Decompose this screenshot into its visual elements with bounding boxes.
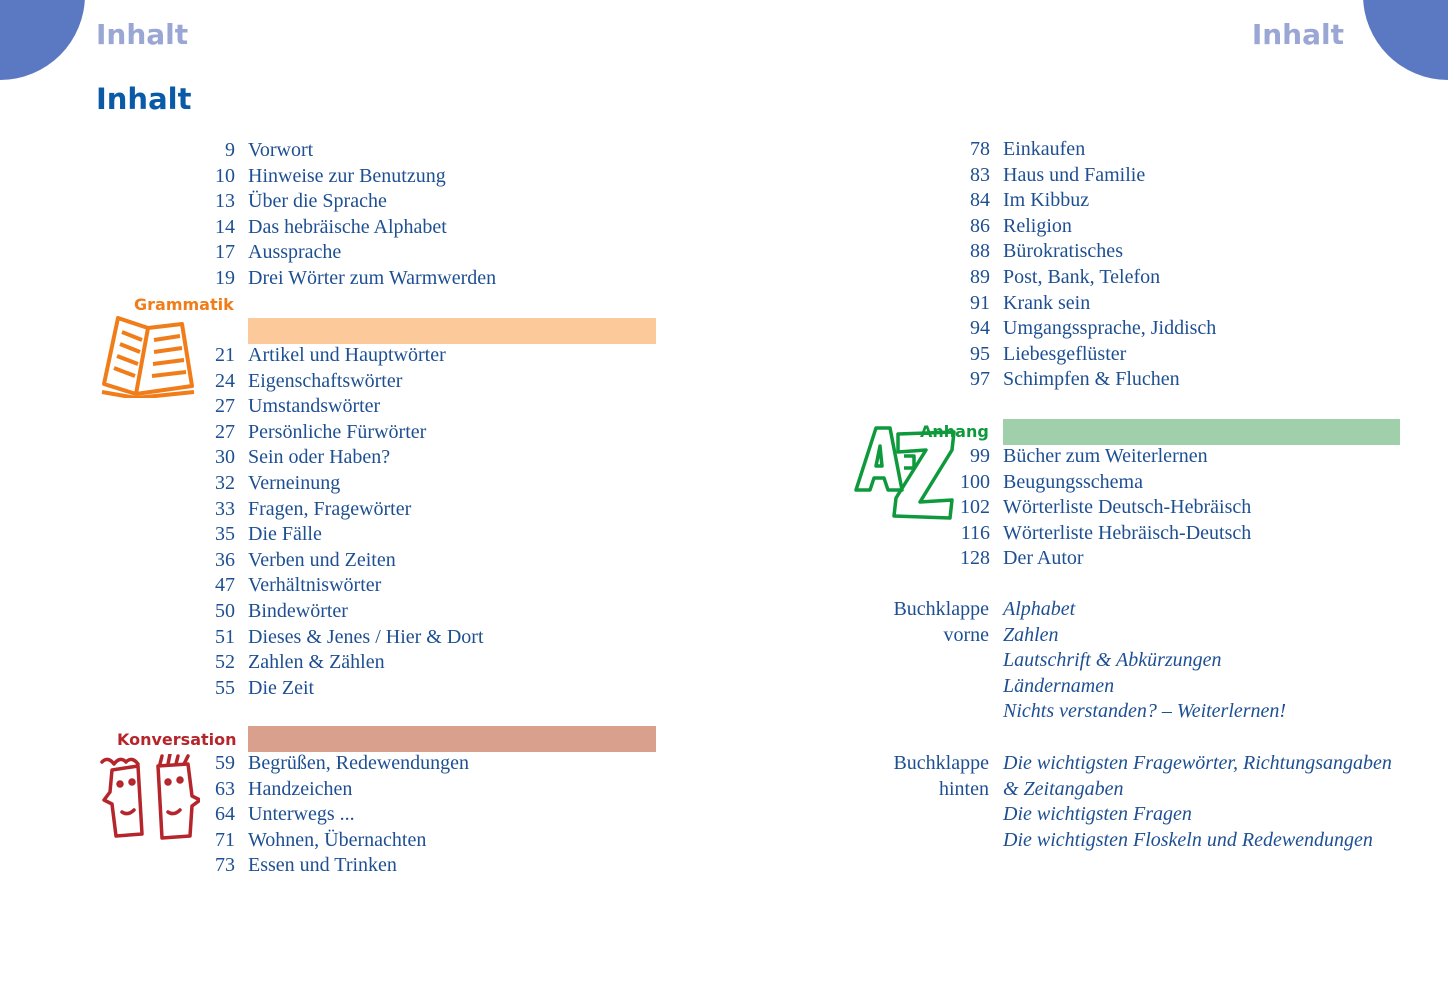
toc-entry[interactable]: 73 Essen und Trinken [215, 854, 397, 877]
toc-entry[interactable]: 116 Wörterliste Hebräisch-Deutsch [960, 521, 1252, 544]
anhang-bar [1003, 419, 1400, 445]
toc-entry[interactable]: 24 Eigenschaftswörter [215, 369, 403, 392]
toc-entry[interactable]: 35 Die Fälle [215, 523, 322, 546]
flap-back [0, 751, 1448, 861]
anhang-list [0, 444, 1448, 572]
grammatik-heading: Grammatik [134, 295, 234, 314]
flap-item[interactable]: Die wichtigsten Fragewörter, Richtungsangaben [1003, 752, 1392, 774]
toc-entry[interactable]: 21 Artikel und Hauptwörter [215, 344, 446, 366]
flap-front [0, 597, 1448, 727]
toc-entry[interactable]: 17 Aussprache [215, 241, 342, 264]
toc-entry[interactable]: 102 Wörterliste Deutsch-Hebräisch [960, 496, 1252, 519]
konversation-list-continued [0, 137, 1448, 393]
flap-item[interactable]: Die wichtigsten Fragen [1003, 803, 1192, 826]
corner-decoration-right [1363, 0, 1448, 80]
corner-decoration-left [0, 0, 85, 80]
toc-entry[interactable]: 19 Drei Wörter zum Warmwerden [215, 266, 497, 289]
flap-front-label-2: vorne [943, 623, 989, 646]
toc-entry[interactable]: 30 Sein oder Haben? [215, 446, 391, 469]
toc-entry[interactable]: 99 Bücher zum Weiterlernen [970, 445, 1208, 467]
toc-entry[interactable]: 94 Umgangssprache, Jiddisch [970, 317, 1217, 340]
toc-entry[interactable]: 88 Bürokratisches [970, 240, 1123, 263]
toc-entry[interactable]: 14 Das hebräische Alphabet [215, 215, 447, 238]
flap-item[interactable]: & Zeitangaben [1003, 777, 1124, 800]
toc-entry[interactable]: 84 Im Kibbuz [970, 189, 1090, 212]
flap-front-items [1003, 597, 1286, 725]
toc-entry[interactable]: 55 Die Zeit [215, 676, 315, 699]
flap-back-label-1: Buchklappe [893, 752, 989, 774]
flap-item[interactable]: Nichts verstanden? – Weiterlernen! [1003, 700, 1287, 723]
toc-entry[interactable]: 9 Vorwort [225, 139, 314, 161]
toc-entry[interactable]: 52 Zahlen & Zählen [215, 651, 385, 674]
toc-entry[interactable]: 27 Umstandswörter [215, 395, 381, 418]
konversation-heading: Konversation [117, 730, 237, 749]
toc-entry[interactable]: 128 Der Autor [960, 547, 1084, 570]
flap-item[interactable]: Zahlen [1003, 623, 1059, 646]
toc-entry[interactable]: 47 Verhältniswörter [215, 574, 382, 597]
page-title: Inhalt [96, 82, 192, 116]
toc-entry[interactable]: 50 Bindewörter [215, 599, 348, 622]
toc-entry[interactable]: 32 Verneinung [215, 471, 341, 494]
flap-item[interactable]: Lautschrift & Abkürzungen [1003, 649, 1222, 672]
flap-front-label-1: Buchklappe [893, 598, 989, 620]
toc-entry[interactable]: 95 Liebesgeflüster [970, 342, 1127, 365]
toc-entry[interactable]: 78 Einkaufen [970, 138, 1086, 160]
toc-entry[interactable]: 86 Religion [970, 214, 1072, 237]
flap-back-label-2: hinten [939, 777, 989, 800]
flap-item[interactable]: Alphabet [1003, 598, 1076, 620]
flap-back-items [1003, 751, 1392, 853]
toc-entry[interactable]: 33 Fragen, Fragewörter [215, 497, 412, 520]
toc-entry[interactable]: 10 Hinweise zur Benutzung [215, 164, 446, 187]
toc-entry[interactable]: 51 Dieses & Jenes / Hier & Dort [215, 625, 484, 648]
konversation-bar [248, 726, 656, 752]
flap-item[interactable]: Die wichtigsten Floskeln und Redewendungen [1003, 828, 1373, 851]
toc-entry[interactable]: 13 Über die Sprache [215, 190, 387, 213]
toc-entry[interactable]: 100 Beugungsschema [960, 470, 1143, 493]
toc-entry[interactable]: 63 Handzeichen [215, 777, 353, 800]
anhang-heading: Anhang [920, 422, 989, 441]
running-head-left: Inhalt [96, 18, 189, 51]
toc-entry[interactable]: 59 Begrüßen, Redewendungen [215, 752, 470, 774]
toc-entry[interactable]: 71 Wohnen, Übernachten [215, 828, 427, 851]
flap-item[interactable]: Ländernamen [1003, 674, 1115, 697]
toc-entry[interactable]: 64 Unterwegs ... [215, 803, 355, 826]
running-head-right: Inhalt [1251, 18, 1344, 51]
toc-entry[interactable]: 27 Persönliche Fürwörter [215, 420, 427, 443]
toc-entry[interactable]: 36 Verben und Zeiten [215, 548, 396, 571]
toc-entry[interactable]: 89 Post, Bank, Telefon [970, 265, 1161, 288]
toc-entry[interactable]: 83 Haus und Familie [970, 163, 1146, 186]
toc-entry[interactable]: 91 Krank sein [970, 291, 1091, 314]
toc-entry[interactable]: 97 Schimpfen & Fluchen [970, 368, 1180, 391]
